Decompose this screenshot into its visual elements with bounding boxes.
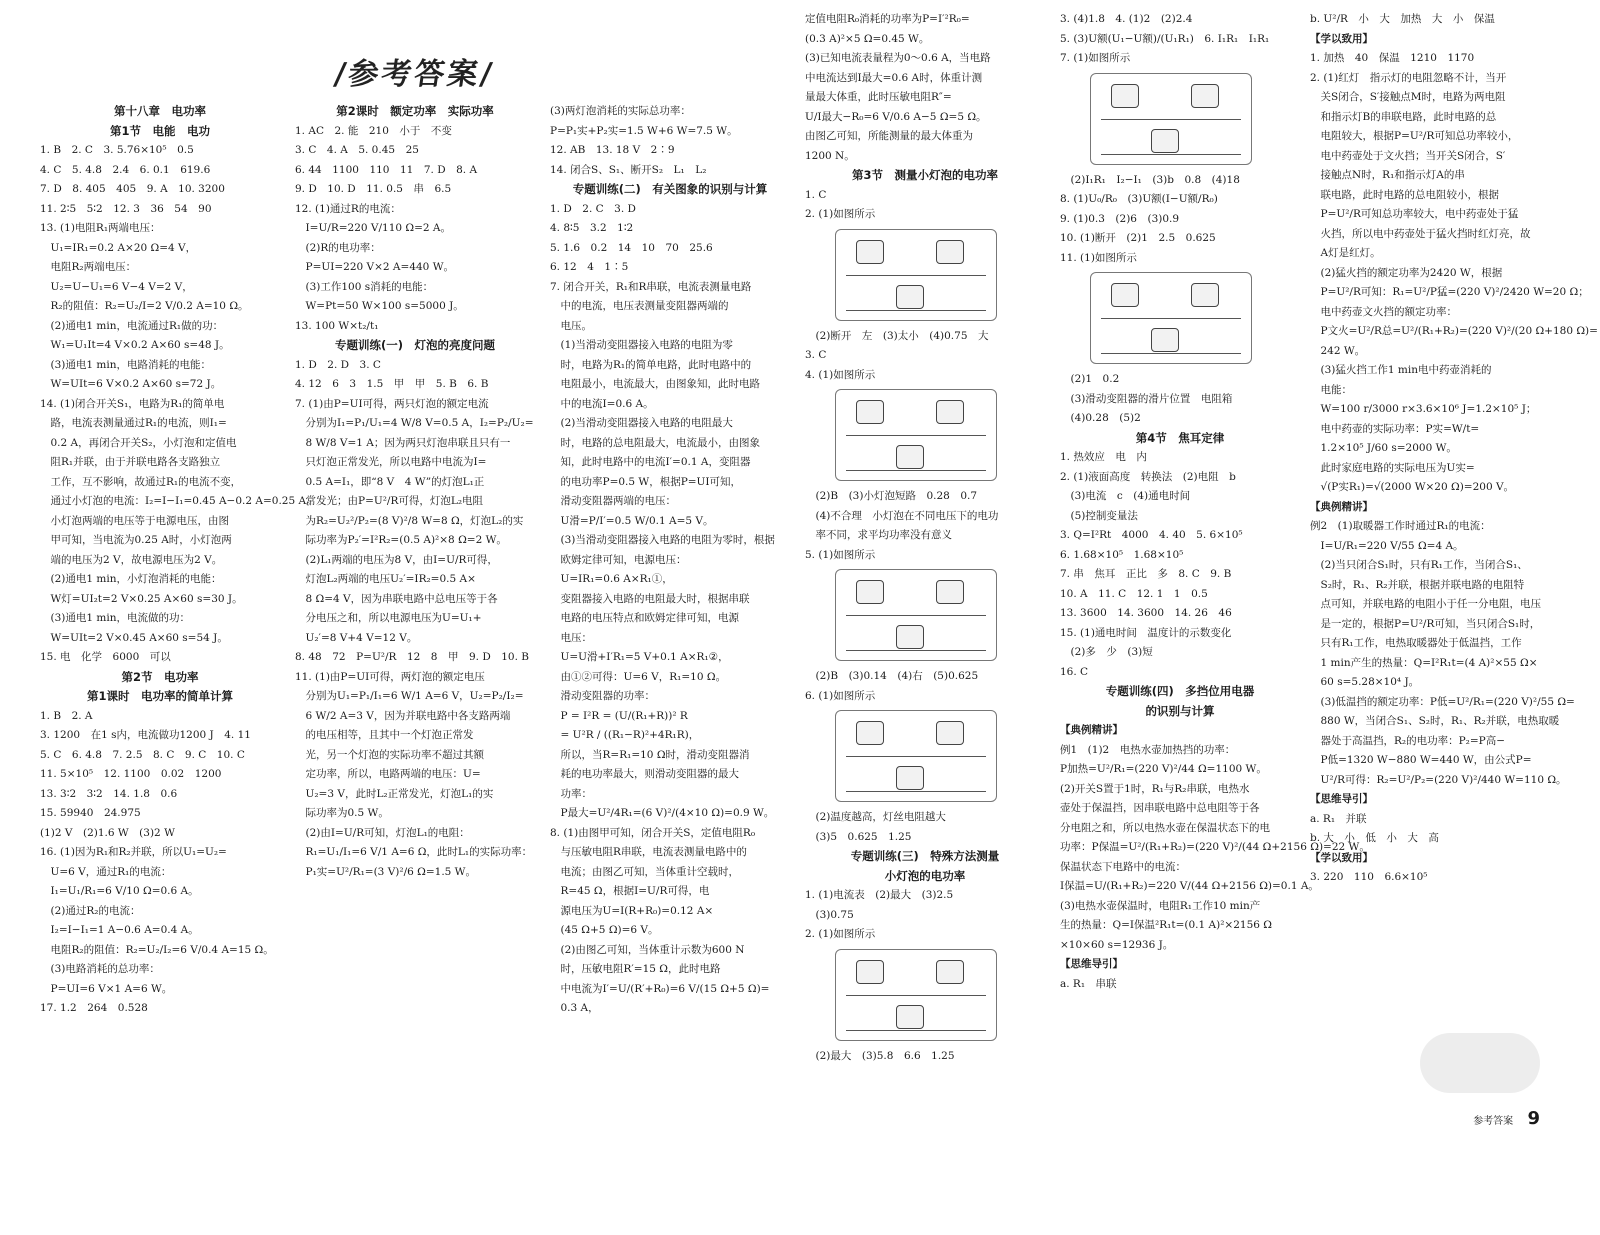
- answer-line: 6. 12 4 1∶5: [550, 261, 629, 273]
- circuit-diagram: [835, 229, 997, 321]
- answer-line: W灯=UI₂t=2 V×0.25 A×60 s=30 J。: [40, 592, 243, 605]
- answer-line: 由图乙可知，所能测量的最大体重为: [805, 130, 973, 142]
- answer-line: 滑动变阻器两端的电压：: [550, 495, 676, 507]
- answer-line: 光，另一个灯泡的实际功率不超过其额: [295, 748, 484, 761]
- answer-line: 火挡，所以电中药壶处于猛火挡时红灯亮，故: [1310, 227, 1531, 240]
- answer-line: U滑=P/I′=0.5 W/0.1 A=5 V。: [550, 514, 714, 527]
- answer-line: 8. 48 72 P=U²/R 12 8 甲 9. D 10. B: [295, 651, 530, 663]
- meter-icon: [936, 721, 964, 745]
- answer-line: 6. 44 1100 110 11 7. D 8. A: [295, 163, 478, 176]
- answer-line: 10. (1)断开 (2)1 2.5 0.625: [1060, 232, 1216, 244]
- answer-line: 率不同，求平均功率没有意义: [805, 529, 952, 541]
- answer-line: 源电压为U=I(R+R₀)=0.12 A×: [550, 904, 714, 917]
- answer-line: P=U²/R可知总功率较大，电中药壶处于猛: [1310, 208, 1519, 220]
- meter-icon: [1191, 283, 1219, 307]
- wire: [1101, 353, 1241, 354]
- answer-line: b. U²/R 小 大 加热 大 小 保温: [1310, 13, 1495, 25]
- answer-line: 和指示灯B的串联电路，此时电路的总: [1310, 110, 1497, 123]
- answer-line: I₂=I−I₁=1 A−0.6 A=0.4 A。: [40, 924, 199, 936]
- answer-line: 中电流为I′=U/(R′+R₀)=6 V/(15 Ω+5 Ω)=: [550, 982, 770, 995]
- answer-line: 1. D 2. D 3. C: [295, 358, 381, 371]
- answer-line: a. R₁ 并联: [1310, 812, 1367, 825]
- answer-line: (2)B (3)小灯泡短路 0.28 0.7: [805, 490, 978, 502]
- meter-icon: [1151, 328, 1179, 352]
- answer-line: 3. 220 110 6.6×10⁵: [1310, 871, 1428, 883]
- answer-line: ×10×60 s=12936 J。: [1060, 938, 1174, 951]
- answer-line: 4. C 5. 4.8 2.4 6. 0.1 619.6: [40, 163, 211, 176]
- answer-line: √(P实R₁)=√(2000 W×20 Ω)=200 V。: [1310, 481, 1515, 493]
- answer-line: 灯泡L₂两端的电压U₂′=IR₂=0.5 A×: [295, 573, 476, 585]
- answer-line: P加热=U²/R₁=(220 V)²/44 Ω=1100 W。: [1060, 763, 1267, 775]
- answer-line: (3)0.75: [805, 908, 854, 921]
- answer-line: 定值电阻R₀消耗的功率为P=I′²R₀=: [805, 13, 970, 25]
- answer-line: U²/R可得：R₂=U²/P₂=(220 V)²/440 W=110 Ω。: [1310, 773, 1567, 786]
- answer-line: 工作，互不影响，故通过R₁的电流不变，: [40, 475, 242, 488]
- answer-line: 分电阻之和，所以电热水壶在保温状态下的电: [1060, 821, 1270, 834]
- section-heading: 小灯泡的电功率: [884, 868, 966, 883]
- answer-line: 9. (1)0.3 (2)6 (3)0.9: [1060, 212, 1180, 225]
- answer-line: (3)当滑动变阻器接入电路的电阻为零时，根据: [550, 534, 775, 546]
- meter-icon: [896, 766, 924, 790]
- answer-line: P = I²R = (U/(R₁+R))² R: [550, 709, 688, 722]
- answer-line: (3)电流 c (4)通电时间: [1060, 490, 1191, 502]
- answer-line: (2)通过R₂的电流：: [40, 904, 141, 917]
- answer-banner: /参考答案/: [332, 57, 497, 92]
- answer-line: 联电路，此时电路的总电阻较小，根据: [1310, 188, 1499, 201]
- answer-line: 【学以致用】: [1310, 851, 1373, 864]
- answer-line: (2)当只闭合S₁时，只有R₁工作，当闭合S₁、: [1310, 559, 1528, 571]
- section-heading: 专题训练(二) 有关图象的识别与计算: [572, 182, 768, 196]
- answer-line: 11. (1)如图所示: [1060, 251, 1137, 264]
- answer-line: (2)由I=U/R可知，灯泡L₁的电阻：: [295, 826, 470, 839]
- answer-line: 中的电流，电压表测量变阻器两端的: [550, 300, 729, 312]
- answer-line: 耗的电功率最大，则滑动变阻器的最大: [550, 768, 739, 780]
- answer-line: 此时家庭电路的实际电压为U实=: [1310, 461, 1475, 474]
- answer-line: W=100 r/3000 r×3.6×10⁶ J=1.2×10⁵ J；: [1310, 403, 1537, 415]
- answer-line: 12. (1)通过R的电流：: [295, 202, 401, 215]
- section-heading: 第4节 焦耳定律: [1135, 430, 1225, 445]
- answer-line: 是一定的，根据P=U²/R可知，当只闭合S₁时，: [1310, 617, 1541, 630]
- answer-line: 14. (1)闭合开关S₁，电路为R₁的简单电: [40, 397, 225, 410]
- wire: [846, 310, 986, 311]
- section-heading: 第2节 电功率: [121, 669, 199, 684]
- answer-line: 只灯泡正常发光，所以电路中电流为I=: [295, 456, 487, 468]
- answer-line: (2)猛火挡的额定功率为2420 W，根据: [1310, 266, 1503, 279]
- answer-line: 功率：P保温=U²/(R₁+R₂)=(220 V)²/(44 Ω+2156 Ω)=22 W。: [1060, 841, 1370, 853]
- answer-line: 分别为U₁=P₁/I₁=6 W/1 A=6 V，U₂=P₂/I₂=: [295, 690, 524, 702]
- answer-line: I=U/R=220 V/110 Ω=2 A。: [295, 222, 452, 234]
- answer-line: 0.5 A=I₁，即“8 V 4 W”的灯泡L₁正: [295, 475, 485, 488]
- answer-line: 8. (1)由图甲可知，闭合开关S，定值电阻R₀: [550, 826, 756, 839]
- answer-line: (2)当滑动变阻器接入电路的电阻最大: [550, 417, 733, 429]
- answer-line: 2. (1)红灯 指示灯的电阻忽略不计，当开: [1310, 71, 1507, 84]
- circuit-diagram: [1090, 272, 1252, 364]
- answer-line: (2)B (3)0.14 (4)右 (5)0.625: [805, 670, 979, 682]
- answer-line: P₁实=U²/R₁=(3 V)²/6 Ω=1.5 W。: [295, 865, 476, 878]
- section-heading: 专题训练(四) 多挡位用电器: [1105, 684, 1255, 698]
- wire: [1101, 154, 1241, 155]
- watermark-logo: [1420, 1033, 1540, 1093]
- answer-line: P=U²/R可知：R₁=U²/P猛=(220 V)²/2420 W=20 Ω；: [1310, 286, 1589, 298]
- answer-line: (3)工作100 s消耗的电能：: [295, 280, 434, 293]
- answer-line: 3. C 4. A 5. 0.45 25: [295, 144, 419, 156]
- meter-icon: [1111, 283, 1139, 307]
- answer-line: (3)电路消耗的总功率：: [40, 963, 160, 975]
- wire: [846, 791, 986, 792]
- answer-line: (1)当滑动变阻器接入电路的电阻为零: [550, 339, 733, 351]
- meter-icon: [856, 240, 884, 264]
- answer-line: (4)0.28 (5)2: [1060, 412, 1141, 424]
- answer-line: 时，电路的总电阻最大，电流最小，由图象: [550, 436, 760, 449]
- answer-line: 路，电流表测量通过R₁的电流，则I₁=: [40, 417, 227, 429]
- answer-line: 只有R₁工作，电热取暖器处于低温挡，工作: [1310, 637, 1522, 649]
- meter-icon: [936, 240, 964, 264]
- answer-line: 壶处于保温挡，因串联电路中总电阻等于各: [1060, 802, 1260, 814]
- wire: [846, 650, 986, 651]
- answer-line: 4. 12 6 3 1.5 甲 甲 5. B 6. B: [295, 378, 489, 390]
- answer-line: 接触点N时，R₁和指示灯A的串: [1310, 169, 1465, 181]
- answer-line: R₁=U₁/I₁=6 V/1 A=6 Ω，此时L₁的实际功率：: [295, 846, 533, 858]
- answer-line: 【思维导引】: [1310, 793, 1373, 805]
- answer-line: P文火=U²/R总=U²/(R₁+R₂)=(220 V)²/(20 Ω+180 Ω)=: [1310, 325, 1598, 337]
- answer-line: 知，此时电路中的电流I′=0.1 A，变阻器: [550, 456, 751, 468]
- wire: [1101, 119, 1241, 120]
- answer-line: 1. (1)电流表 (2)最大 (3)2.5: [805, 889, 954, 901]
- answer-line: (1)2 V (2)1.6 W (3)2 W: [40, 826, 175, 839]
- answer-line: (5)控制变量法: [1060, 509, 1138, 522]
- wire: [846, 275, 986, 276]
- answer-line: b. 大 小 低 小 大 高: [1310, 832, 1439, 844]
- answer-line: 11. 2∶5 5∶2 12. 3 36 54 90: [40, 202, 212, 215]
- answer-line: 中的电流I=0.6 A。: [550, 397, 654, 410]
- answer-line: U=U滑+I′R₁=5 V+0.1 A×R₁②，: [550, 651, 729, 663]
- meter-icon: [1111, 84, 1139, 108]
- section-heading: 的识别与计算: [1145, 703, 1215, 718]
- answer-line: 15. 电 化学 6000 可以: [40, 651, 171, 663]
- answer-line: 1. D 2. C 3. D: [550, 202, 636, 215]
- answer-line: 13. 3∶2 3∶2 14. 1.8 0.6: [40, 787, 178, 800]
- wire: [846, 470, 986, 471]
- answer-line: 1. C: [805, 188, 827, 201]
- answer-line: 4. (1)如图所示: [805, 368, 876, 381]
- answer-line: 11. (1)由P=UI可得，两灯泡的额定电压: [295, 670, 485, 683]
- answer-line: 【思维导引】: [1060, 958, 1123, 970]
- answer-line: 电阻R₂两端电压：: [40, 261, 137, 273]
- answer-line: (3)5 0.625 1.25: [805, 830, 912, 843]
- column-6: [1310, 10, 1598, 1143]
- answer-line: 880 W，当闭合S₁、S₂时，R₁、R₂并联，电热取暖: [1310, 715, 1560, 727]
- answer-line: I=U/R₁=220 V/55 Ω=4 A。: [1310, 539, 1464, 552]
- answer-line: 量最大体重，此时压敏电阻R″=: [805, 91, 952, 103]
- page-number: 9: [1527, 1108, 1540, 1129]
- answer-line: 3. 1200 在1 s内，电流做功1200 J 4. 11: [40, 729, 251, 741]
- answer-line: (3)通电1 min，电流做的功：: [40, 612, 190, 624]
- answer-line: 电流；由图乙可知，当体重计空载时，: [550, 865, 739, 878]
- answer-line: 【典例精讲】: [1060, 724, 1123, 736]
- answer-line: 16. C: [1060, 665, 1089, 678]
- answer-line: 17. 1.2 264 0.528: [40, 1002, 148, 1014]
- meter-icon: [856, 580, 884, 604]
- circuit-diagram: [835, 389, 997, 481]
- answer-line: 7. (1)如图所示: [1060, 52, 1131, 64]
- answer-line: S₂时，R₁、R₂并联，根据并联电路的电阻特: [1310, 578, 1525, 591]
- answer-line: R=45 Ω，根据I=U/R可得，电: [550, 885, 710, 897]
- answer-line: 3. (4)1.8 4. (1)2 (2)2.4: [1060, 13, 1193, 25]
- answer-line: 例1 (1)2 电热水壶加热挡的功率：: [1060, 743, 1236, 756]
- answer-line: 0.3 A，: [550, 1002, 599, 1014]
- answer-line: (3)猛火挡工作1 min电中药壶消耗的: [1310, 364, 1492, 376]
- answer-line: = U²R / ((R₁−R)²+4R₁R)，: [550, 729, 700, 741]
- answer-line: 保温状态下电路中的电流：: [1060, 860, 1186, 873]
- answer-line: 1200 N。: [805, 149, 855, 162]
- section-heading: 第1课时 电功率的简单计算: [86, 689, 233, 703]
- meter-icon: [936, 400, 964, 424]
- answer-line: 9. D 10. D 11. 0.5 串 6.5: [295, 183, 452, 195]
- answer-line: 15. (1)通电时间 温度计的示数变化: [1060, 626, 1232, 639]
- answer-line: 际功率为0.5 W。: [295, 807, 389, 819]
- meter-icon: [936, 580, 964, 604]
- answer-line: (4)不合理 小灯泡在不同电压下的电功: [805, 509, 999, 522]
- column-2: [295, 102, 535, 1235]
- answer-line: 电中药壶文火挡的额定功率：: [1310, 305, 1457, 318]
- answer-line: 242 W。: [1310, 344, 1366, 357]
- answer-line: 阻R₁并联，由于并联电路各支路独立: [40, 456, 221, 468]
- answer-line: 常发光；由P=U²/R可得，灯泡L₂电阻: [295, 495, 484, 507]
- answer-line: P低=1320 W−880 W=440 W，由公式P=: [1310, 754, 1532, 766]
- answer-line: (2)通电1 min，电流通过R₁做的功：: [40, 319, 224, 332]
- answer-line: 电压：: [550, 631, 592, 644]
- answer-line: 【学以致用】: [1310, 32, 1373, 45]
- answer-line: 0.2 A，再闭合开关S₂，小灯泡和定值电: [40, 436, 237, 449]
- answer-line: 欧姆定律可知，电源电压：: [550, 553, 687, 566]
- circuit-diagram: [835, 949, 997, 1041]
- section-heading: 第2课时 额定功率 实际功率: [336, 104, 494, 118]
- answer-line: 8 Ω=4 V，因为串联电路中总电压等于各: [295, 592, 498, 605]
- answer-line: (3)滑动变阻器的滑片位置 电阻箱: [1060, 392, 1233, 405]
- answer-line: (2)R的电功率：: [295, 241, 381, 254]
- answer-line: 电阻较大，根据P=U²/R可知总功率较小，: [1310, 130, 1519, 142]
- answer-line: R₂的阻值：R₂=U₂/I=2 V/0.2 A=10 Ω。: [40, 300, 249, 312]
- answer-line: 电中药壶处于文火挡；当开关S闭合，S′: [1310, 149, 1506, 162]
- page-footer: [1473, 1108, 1540, 1129]
- answer-line: 为R₂=U₂²/P₂=(8 V)²/8 W=8 Ω，灯泡L₂的实: [295, 514, 524, 527]
- wire: [1101, 318, 1241, 319]
- answer-line: U₂=U−U₁=6 V−4 V=2 V，: [40, 280, 193, 293]
- meter-icon: [896, 285, 924, 309]
- footer-label: 参考答案: [1473, 1116, 1514, 1127]
- wire: [846, 435, 986, 436]
- meter-icon: [896, 1005, 924, 1029]
- answer-line: 5. 1.6 0.2 14 10 70 25.6: [550, 241, 713, 254]
- answer-line: 3. C: [805, 349, 827, 361]
- answer-line: 分别为I₁=P₁/U₁=4 W/8 V=0.5 A，I₂=P₂/U₂=: [295, 417, 534, 429]
- answer-line: 60 s=5.28×10⁴ J。: [1310, 676, 1420, 688]
- answer-line: 12. AB 13. 18 V 2∶9: [550, 144, 675, 156]
- answer-line: 8. (1)U₀/R₀ (3)U额(I−U额/R₀): [1060, 193, 1218, 205]
- answer-line: U₂=3 V，此时L₂正常发光，灯泡L₁的实: [295, 787, 494, 800]
- meter-icon: [1191, 84, 1219, 108]
- answer-line: 点可知，并联电路的电阻小于任一分电阻，电压: [1310, 598, 1541, 610]
- answer-line: 生的热量：Q=I保温²R₁t=(0.1 A)²×2156 Ω: [1060, 919, 1272, 931]
- circuit-diagram: [1090, 73, 1252, 165]
- answer-line: 3. Q=I²Rt 4000 4. 40 5. 6×10⁵: [1060, 529, 1243, 541]
- answer-line: 际功率为P₂′=I²R₂=(0.5 A)²×8 Ω=2 W。: [295, 534, 507, 546]
- circuit-diagram: [835, 710, 997, 802]
- answer-line: 电压。: [550, 319, 592, 332]
- answer-line: (2)通电1 min，小灯泡消耗的电能：: [40, 573, 222, 585]
- answer-line: 2. (1)液面高度 转换法 (2)电阻 b: [1060, 470, 1236, 483]
- answer-line: 7. (1)由P=UI可得，两只灯泡的额定电流: [295, 397, 489, 410]
- answer-line: 1 min产生的热量：Q=I²R₁t=(4 A)²×55 Ω×: [1310, 656, 1538, 669]
- answer-line: (2)多 少 (3)短: [1060, 646, 1153, 658]
- answer-line: (2)由图乙可知，当体重计示数为600 N: [550, 943, 745, 956]
- answer-line: (3)两灯泡消耗的实际总功率：: [550, 105, 691, 117]
- answer-line: 6. (1)如图所示: [805, 689, 876, 702]
- meter-icon: [856, 400, 884, 424]
- answer-line: (2)最大 (3)5.8 6.6 1.25: [805, 1049, 955, 1062]
- meter-icon: [896, 445, 924, 469]
- answer-line: 7. 闭合开关，R₁和R串联，电流表测量电路: [550, 280, 752, 293]
- answer-line: (2)开关S置于1时，R₁与R₂串联，电热水: [1060, 782, 1250, 795]
- answer-line: 小灯泡两端的电压等于电源电压，由图: [40, 514, 229, 527]
- answer-line: P=UI=220 V×2 A=440 W。: [295, 261, 454, 273]
- wire: [846, 995, 986, 996]
- answer-line: 定功率，所以，电路两端的电压：U=: [295, 768, 481, 780]
- circuit-diagram: [835, 569, 997, 661]
- answer-line: I₁=U₁/R₁=6 V/10 Ω=0.6 A。: [40, 885, 199, 897]
- answer-line: W=UIt=6 V×0.2 A×60 s=72 J。: [40, 378, 222, 390]
- meter-icon: [856, 960, 884, 984]
- answer-line: 1. 加热 40 保温 1210 1170: [1310, 52, 1475, 64]
- answer-line: 15. 59940 24.975: [40, 807, 141, 819]
- answer-line: 1. B 2. A: [40, 709, 93, 722]
- wire: [846, 1030, 986, 1031]
- answer-line: 关S闭合，S′接触点M时，电路为两电阻: [1310, 91, 1506, 103]
- answer-line: 7. D 8. 405 405 9. A 10. 3200: [40, 183, 225, 195]
- answer-line: 器处于高温挡，R₂的电功率：P₂=P高−: [1310, 734, 1506, 747]
- column-1: [40, 102, 317, 1235]
- answer-line: (2)L₁两端的电压为8 V，由I=U/R可得，: [295, 553, 498, 566]
- answer-line: 变阻器接入电路的电阻最大时，根据串联: [550, 592, 750, 605]
- answer-line: 10. A 11. C 12. 1 1 0.5: [1060, 587, 1208, 600]
- answer-line: 16. (1)因为R₁和R₂并联，所以U₁=U₂=: [40, 846, 227, 858]
- answer-line: W=UIt=2 V×0.45 A×60 s=54 J。: [40, 631, 228, 644]
- answer-line: 5. (1)如图所示: [805, 548, 876, 561]
- answer-line: 1. AC 2. 能 210 小于 不变: [295, 124, 452, 137]
- answer-line: 电阻最小，电流最大，由图象知，此时电路: [550, 378, 760, 390]
- answer-line: 11. 5×10⁵ 12. 1100 0.02 1200: [40, 768, 222, 780]
- answer-line: a. R₁ 串联: [1060, 977, 1117, 990]
- section-heading: 专题训练(一) 灯泡的亮度问题: [334, 338, 495, 352]
- wire: [846, 756, 986, 757]
- answer-line: (2)断开 左 (3)太小 (4)0.75 大: [805, 329, 989, 342]
- answer-line: 通过小灯泡的电流：I₂=I−I₁=0.45 A−0.2 A=0.25 A。: [40, 495, 317, 507]
- wire: [846, 615, 986, 616]
- answer-line: 4. 8∶5 3.2 1∶2: [550, 222, 634, 234]
- answer-line: P=UI=6 V×1 A=6 W。: [40, 982, 173, 995]
- answer-line: A灯是红灯。: [1310, 247, 1381, 259]
- answer-line: (45 Ω+5 Ω)=6 V。: [550, 924, 659, 936]
- answer-line: 电中药壶的实际功率：P实=W/t=: [1310, 422, 1480, 435]
- answer-line: 时，压敏电阻R′=15 Ω，此时电路: [550, 963, 721, 975]
- answer-line: P=P₁实+P₂实=1.5 W+6 W=7.5 W。: [550, 124, 738, 137]
- answer-line: (3)电热水壶保温时，电阻R₁工作10 min产: [1060, 899, 1261, 912]
- meter-icon: [896, 625, 924, 649]
- section-heading: 第3节 测量小灯泡的电功率: [851, 168, 998, 182]
- answer-line: 1. 热效应 电 内: [1060, 451, 1147, 463]
- answer-line: (3)低温挡的额定功率：P低=U²/R₁=(220 V)²/55 Ω=: [1310, 695, 1575, 708]
- answer-line: 电能：: [1310, 383, 1352, 396]
- answer-line: 中电流达到I最大=0.6 A时，体重计测: [805, 71, 983, 84]
- section-heading: 第十八章 电功率: [114, 104, 206, 118]
- answer-line: 8 W/8 V=1 A；因为两只灯泡串联且只有一: [295, 436, 511, 449]
- answer-line: 例2 (1)取暖器工作时通过R₁的电流：: [1310, 520, 1491, 532]
- answer-line: W₁=U₁It=4 V×0.2 A×60 s=48 J。: [40, 339, 230, 351]
- answer-line: I保温=U/(R₁+R₂)=220 V/(44 Ω+2156 Ω)=0.1 A。: [1060, 880, 1319, 892]
- answer-line: 14. 闭合S、S₁、断开S₂ L₁ L₂: [550, 163, 707, 176]
- answer-line: 6. 1.68×10⁵ 1.68×10⁵: [1060, 548, 1184, 561]
- section-heading: 专题训练(三) 特殊方法测量: [850, 849, 1000, 863]
- answer-line: 13. 3600 14. 3600 14. 26 46: [1060, 607, 1232, 619]
- answer-line: 时，电路为R₁的简单电路，此时电路中的: [550, 358, 752, 371]
- answer-line: U=IR₁=0.6 A×R₁①，: [550, 573, 673, 585]
- answer-line: U₁=IR₁=0.2 A×20 Ω=4 V，: [40, 241, 197, 254]
- answer-line: 端的电压为2 V，故电源电压为2 V。: [40, 553, 223, 566]
- answer-line: 5. (3)U额(U₁−U额)/(U₁R₁) 6. I₁R₁ I₁R₁: [1060, 32, 1270, 45]
- column-3: [550, 102, 790, 1235]
- answer-line: (2)温度越高，灯丝电阻越大: [805, 811, 946, 823]
- answer-line: 所以，当R=R₁=10 Ω时，滑动变阻器消: [550, 748, 750, 761]
- meter-icon: [856, 721, 884, 745]
- answer-line: 7. 串 焦耳 正比 多 8. C 9. B: [1060, 568, 1232, 580]
- meter-icon: [936, 960, 964, 984]
- answer-line: 功率：: [550, 787, 592, 800]
- answer-line: U/I最大−R₀=6 V/0.6 A−5 Ω=5 Ω。: [805, 110, 987, 123]
- answer-line: 甲可知，当电流为0.25 A时，小灯泡两: [40, 534, 232, 546]
- meter-icon: [1151, 129, 1179, 153]
- answer-line: 13. (1)电阻R₁两端电压：: [40, 222, 161, 234]
- answer-line: 的电功率P=0.5 W，根据P=UI可知，: [550, 475, 742, 488]
- answer-line: (3)通电1 min，电路消耗的电能：: [40, 358, 211, 371]
- answer-line: U₂′=8 V+4 V=12 V。: [295, 631, 418, 644]
- answer-line: 13. 100 W×t₂/t₁: [295, 319, 379, 332]
- answer-line: W=Pt=50 W×100 s=5000 J。: [295, 300, 464, 312]
- answer-line: 分电压之和，所以电源电压为U=U₁+: [295, 612, 482, 624]
- answer-line: 【典例精讲】: [1310, 500, 1373, 513]
- answer-line: 电路的电压特点和欧姆定律可知，电源: [550, 612, 739, 624]
- answer-line: (3)已知电流表量程为0～0.6 A，当电路: [805, 52, 991, 64]
- answer-line: (0.3 A)²×5 Ω=0.45 W。: [805, 32, 930, 45]
- answer-line: (2)I₁R₁ I₂−I₁ (3)b 0.8 (4)18: [1060, 173, 1240, 186]
- answer-line: 由①②可得：U=6 V，R₁=10 Ω。: [550, 670, 727, 683]
- answer-line: 与压敏电阻R串联，电流表测量电路中的: [550, 846, 747, 858]
- answer-line: 6 W/2 A=3 V，因为并联电路中各支路两端: [295, 709, 511, 722]
- answer-line: 的电压相等，且其中一个灯泡正常发: [295, 729, 474, 741]
- answer-line: U=6 V，通过R₁的电流：: [40, 865, 172, 878]
- answer-line: 2. (1)如图所示: [805, 208, 876, 220]
- answer-line: 电阻R₂的阻值：R₂=U₂/I₂=6 V/0.4 A=15 Ω。: [40, 943, 274, 956]
- answer-line: (2)1 0.2: [1060, 373, 1120, 385]
- answer-line: 1.2×10⁵ J/60 s=2000 W。: [1310, 442, 1457, 454]
- answer-line: P最大=U²/4R₁=(6 V)²/(4×10 Ω)=0.9 W。: [550, 807, 775, 819]
- answer-line: 2. (1)如图所示: [805, 928, 876, 940]
- answer-line: 5. C 6. 4.8 7. 2.5 8. C 9. C 10. C: [40, 748, 245, 761]
- answer-line: 滑动变阻器的功率：: [550, 690, 655, 702]
- section-heading: 第1节 电能 电功: [109, 123, 210, 138]
- column-4: [805, 10, 1045, 1143]
- answer-line: 1. B 2. C 3. 5.76×10⁵ 0.5: [40, 144, 194, 156]
